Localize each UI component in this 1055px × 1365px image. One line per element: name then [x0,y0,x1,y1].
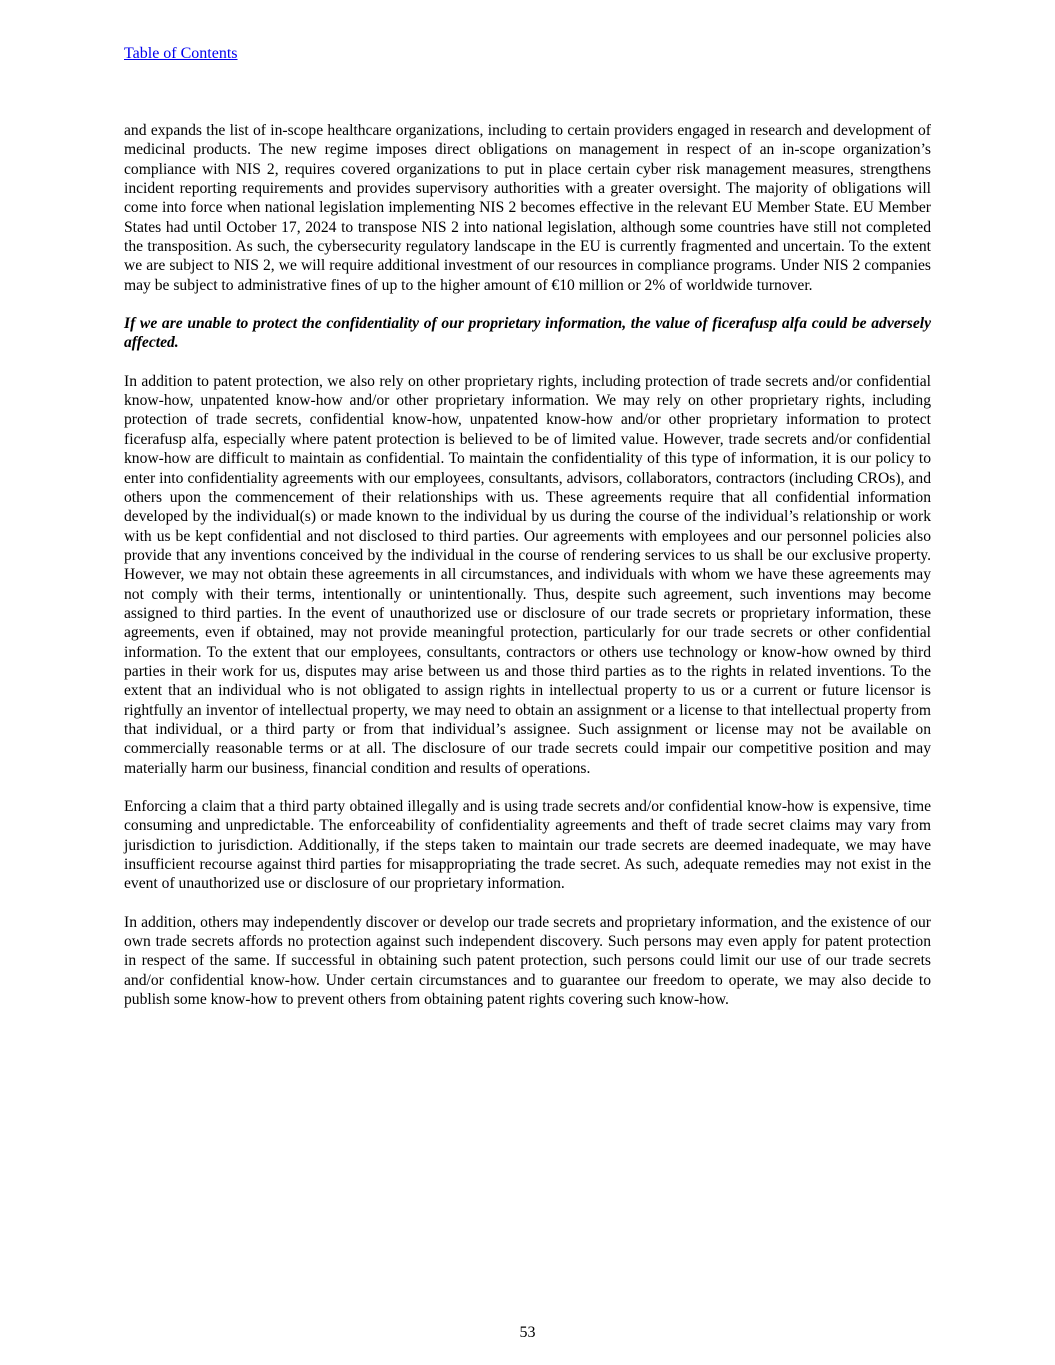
paragraph-trade-secrets: In addition to patent protection, we also rely on other proprietary rights, including protection of trade secrets and/or confidential know-how, unpatented know-how and/or other proprietary information. We may rely on other proprietary rights, including protection of trade secrets, confidential know-how, unpatented know-how and/or other proprietary information to protect ficerafusp alfa, especially where patent protection is believed to be of limited value. However, trade secrets and/or confidential know-how are difficult to maintain as confidential. To maintain the confidentiality of this type of information, it is our policy to enter into confidentiality agreements with our employees, consultants, advisors, collaborators, contractors (including CROs), and others upon the commencement of their relationships with us. These agreements require that all confidential information developed by the individual(s) or made known to the individual by us during the course of the individual’s relationship or work with us be kept confidential and not disclosed to third parties. Our agreements with employees and our personnel policies also provide that any inventions conceived by the individual in the course of rendering services to us shall be our exclusive property. However, we may not obtain these agreements in all circumstances, and individuals with whom we have these agreements may not comply with their terms, intentionally or unintentionally. Thus, despite such agreement, such inventions may become assigned to third parties. In the event of unauthorized use or disclosure of our trade secrets or proprietary information, these agreements, even if obtained, may not provide meaningful protection, particularly for our trade secrets or other confidential information. To the extent that our employees, consultants, contractors or others use technology or know-how owned by third parties in their work for us, disputes may arise between us and those third parties as to the rights in related inventions. To the extent that an individual who is not obligated to assign rights in intellectual property to us or a current or future licensor is rightfully an inventor of intellectual property, we may need to obtain an assignment or a license to that intellectual property from that individual, or a third party or from that individual’s assignee. Such assignment or license may not be available on commercially reasonable terms or at all. The disclosure of our trade secrets could impair our competitive position and may materially harm our business, financial condition and results of operations. [124,372,931,777]
paragraph-enforcement: Enforcing a claim that a third party obtained illegally and is using trade secrets and/or confidential know-how is expensive, time consuming and unpredictable. The enforceability of confidentiality agreements and theft of trade secret claims may vary from jurisdiction to jurisdiction. Additionally, if the steps taken to maintain our trade secrets are deemed inadequate, we may have insufficient recourse against third parties for misappropriating the trade secret. As such, adequate remedies may not exist in the event of unauthorized use or disclosure of our proprietary information. [124,798,931,893]
paragraph-independent-discovery: In addition, others may independently discover or develop our trade secrets and proprietary information, and the existence of our own trade secrets affords no protection against such independent discovery. Such persons may even apply for patent protection in respect of the same. If successful in obtaining such patent protection, such persons could limit our use of our trade secrets and/or confidential know-how. Under certain circumstances and to guarantee our freedom to operate, we may also decide to publish some know-how to prevent others from obtaining patent rights covering such know-how. [124,913,931,1009]
risk-factor-heading: If we are unable to protect the confidentiality of our proprietary information, the value of ficerafusp alfa could be adversely affected. [124,315,931,352]
paragraph-nis2: and expands the list of in-scope healthcare organizations, including to certain providers engaged in research and development of medicinal products. The new regime imposes direct obligations on management in respect of an in-scope organization’s compliance with NIS 2, requires covered organizations to put in place certain cyber risk management measures, strengthens incident reporting requirements and provides supervisory authorities with a greater oversight. The majority of obligations will come into force when national legislation implementing NIS 2 becomes effective in the relevant EU Member State. EU Member States had until October 17, 2024 to transpose NIS 2 into national legislation, although some countries have still not completed the transposition. As such, the cybersecurity regulatory landscape in the EU is currently fragmented and uncertain. To the extent we are subject to NIS 2, we will require additional investment of our resources in compliance programs. Under NIS 2 companies may be subject to administrative fines of up to the higher amount of €10 million or 2% of worldwide turnover. [124,122,931,294]
page-number: 53 [519,1324,536,1341]
table-of-contents-link[interactable]: Table of Contents [124,45,238,62]
document-body [124,121,931,1028]
